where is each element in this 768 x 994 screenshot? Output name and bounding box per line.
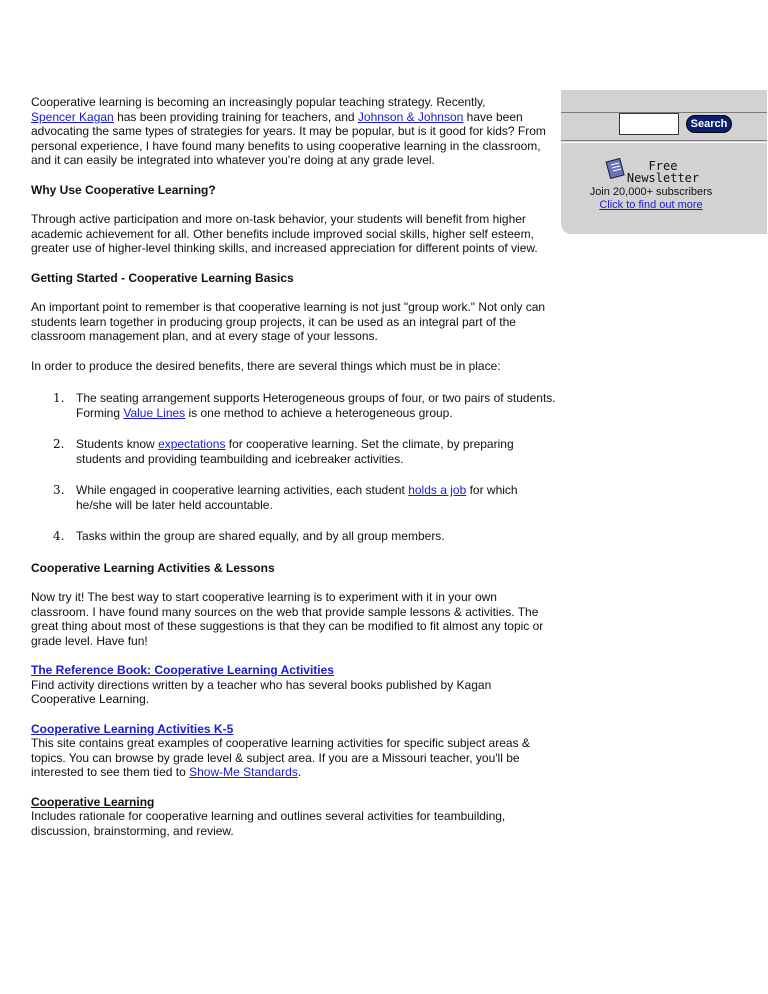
drop-cap: C	[31, 95, 40, 109]
newsletter-title[interactable]: Free Newsletter	[626, 159, 700, 185]
link-expectations[interactable]: expectations	[158, 437, 226, 451]
list-item: 3. While engaged in cooperative learning activities, each student holds a job for which he/she will be later held accountable.	[53, 483, 518, 512]
search-input[interactable]	[619, 113, 679, 135]
activities-paragraph: Now try it! The best way to start cooperative learning is to experiment with it in your own classroom. I have found many sources on the web that provide sample lessons & activities. The great thing about most of these suggestions is that they can be modified to fit almost any topic or grade level. Have fun!	[31, 590, 544, 648]
basics-paragraph: An important point to remember is that cooperative learning is not just "group work." Not only can students learn together in producing group projects, it can be used as an integral part of the classroom management plan, and at every stage of your lessons.	[31, 300, 546, 343]
basics-lead: In order to produce the desired benefits, there are several things which must be in place:	[31, 358, 501, 373]
search-button[interactable]: Search	[686, 115, 732, 133]
resource-description: This site contains great examples of cooperative learning activities for specific subject areas & topics. You can browse by grade level & subject area. If you are a Missouri teacher, you'll be interested to see them tied to Show-Me Standards.	[31, 736, 530, 779]
link-johnson-johnson[interactable]: Johnson & Johnson	[357, 109, 464, 124]
heading-basics: Getting Started - Cooperative Learning Basics	[31, 270, 294, 285]
newsletter-link[interactable]: Click to find out more	[599, 199, 703, 211]
intro-paragraph: Cooperative learning is becoming an increasingly popular teaching strategy. Recently, Spencer Kagan has been providing training for teachers, and Johnson & Johnson have been advocating the same types of strategies for years. It may be popular, but is it good for kids? From personal experience, I have found many benefits to using cooperative learning in the classroom, and it can easily be integrated into whatever you're doing at any grade level.	[31, 95, 546, 167]
requirements-list	[31, 391, 556, 544]
link-show-me-standards[interactable]: Show-Me Standards	[189, 765, 298, 779]
divider	[561, 140, 767, 141]
why-paragraph: Through active participation and more on-task behavior, your students will benefit from higher academic achievement for all. Other benefits include improved social skills, higher self esteem, greater use of higher-level thinking skills, and increased appreciation for different points of view.	[31, 212, 538, 255]
link-cooperative-learning[interactable]: Cooperative Learning	[31, 794, 155, 809]
list-item: 4. Tasks within the group are shared equally, and by all group members.	[53, 529, 445, 543]
heading-why: Why Use Cooperative Learning?	[31, 182, 216, 197]
link-value-lines[interactable]: Value Lines	[123, 405, 186, 420]
link-holds-a-job[interactable]: holds a job	[408, 483, 467, 497]
link-spencer-kagan[interactable]: Spencer Kagan	[31, 109, 114, 124]
list-item: 2. Students know expectations for cooperative learning. Set the climate, by preparing students and providing teambuilding and icebreaker activities.	[53, 437, 514, 466]
list-item: 1. The seating arrangement supports Heterogeneous groups of four, or two pairs of students. Forming Value Lines is one method to achieve a heterogeneous group.	[53, 391, 556, 420]
divider	[561, 142, 767, 143]
link-reference-book[interactable]: The Reference Book: Cooperative Learning Activities	[31, 663, 334, 677]
sidebar-panel	[561, 90, 767, 234]
link-activities-k5[interactable]: Cooperative Learning Activities K-5	[31, 721, 234, 736]
subscribers-text: Join 20,000+ subscribers	[589, 186, 713, 198]
resource-description: Includes rationale for cooperative learning and outlines several activities for teambuilding, discussion, brainstorming, and review.	[31, 809, 506, 838]
resource-description: Find activity directions written by a teacher who has several books published by Kagan Cooperative Learning.	[31, 677, 492, 706]
main-content	[31, 95, 556, 838]
heading-activities: Cooperative Learning Activities & Lessons	[31, 560, 275, 575]
